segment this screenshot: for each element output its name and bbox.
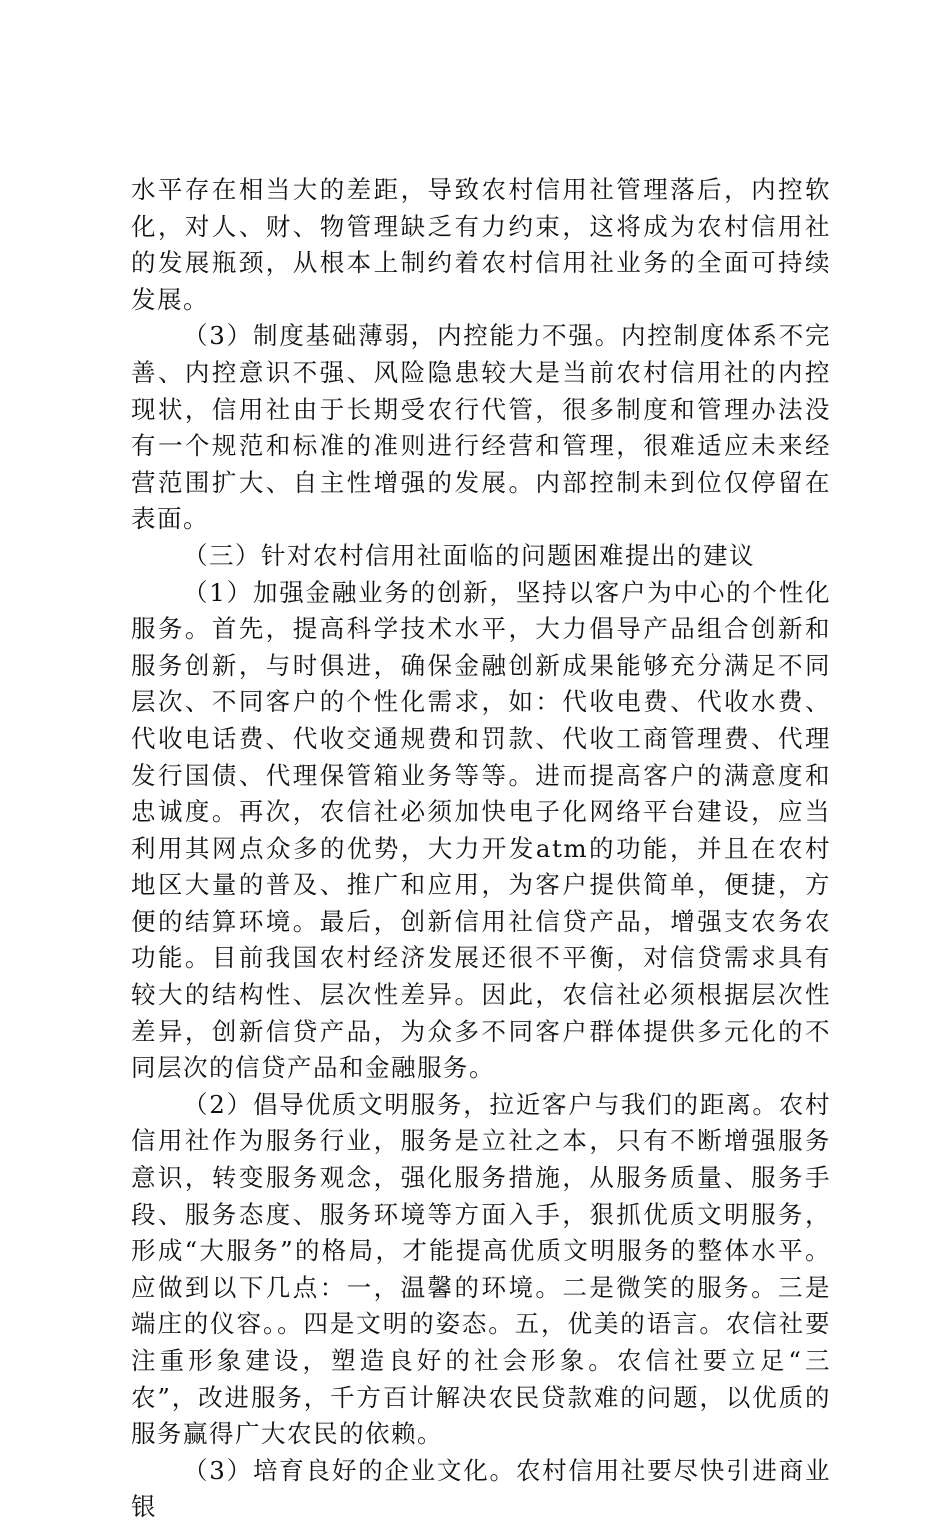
- paragraph-internal-control: （3）制度基础薄弱，内控能力不强。内控制度体系不完善、内控意识不强、风险隐患较大是当前农村信用社的内控现状，信用社由于长期受农行代管，很多制度和管理办法没有一个规范和标准的准则进行经营和管理，很难适应未来经营范围扩大、自主性增强的发展。内部控制未到位仅停留在表面。: [131, 321, 831, 534]
- paragraph-continuation: 水平存在相当大的差距，导致农村信用社管理落后，内控软化，对人、财、物管理缺乏有力约束，这将成为农村信用社的发展瓶颈，从根本上制约着农村信用社业务的全面可持续发展。: [131, 175, 831, 314]
- paragraph-corporate-culture: （3）培育良好的企业文化。农村信用社要尽快引进商业银: [131, 1455, 831, 1522]
- section-heading-suggestions: （三）针对农村信用社面临的问题困难提出的建议: [183, 540, 755, 570]
- body-text: [131, 172, 831, 1526]
- paragraph-financial-innovation: （1）加强金融业务的创新，坚持以客户为中心的个性化服务。首先，提高科学技术水平，大力倡导产品组合创新和服务创新，与时俱进，确保金融创新成果能够充分满足不同层次、不同客户的个性化需求，如：代收电费、代收水费、代收电话费、代收交通规费和罚款、代收工商管理费、代理发行国债、代理保管箱业务等等。进而提高客户的满意度和忠诚度。再次，农信社必须加快电子化网络平台建设，应当利用其网点众多的优势，大力开发atm的功能，并且在农村地区大量的普及、推广和应用，为客户提供简单，便捷，方便的结算环境。最后，创新信用社信贷产品，增强支农务农功能。目前我国农村经济发展还很不平衡，对信贷需求具有较大的结构性、层次性差异。因此，农信社必须根据层次性差异，创新信贷产品，为众多不同客户群体提供多元化的不同层次的信贷产品和金融服务。: [131, 577, 831, 1083]
- paragraph-quality-service: （2）倡导优质文明服务，拉近客户与我们的距离。农村信用社作为服务行业，服务是立社之本，只有不断增强服务意识，转变服务观念，强化服务措施，从服务质量、服务手段、服务态度、服务环境等方面入手，狠抓优质文明服务，形成“大服务”的格局，才能提高优质文明服务的整体水平。应做到以下几点：一，温馨的环境。二是微笑的服务。三是端庄的仪容。。四是文明的姿态。五，优美的语言。农信社要注重形象建设，塑造良好的社会形象。农信社要立足“三农”，改进服务，千方百计解决农民贷款难的问题，以优质的服务赢得广大农民的依赖。: [131, 1089, 831, 1449]
